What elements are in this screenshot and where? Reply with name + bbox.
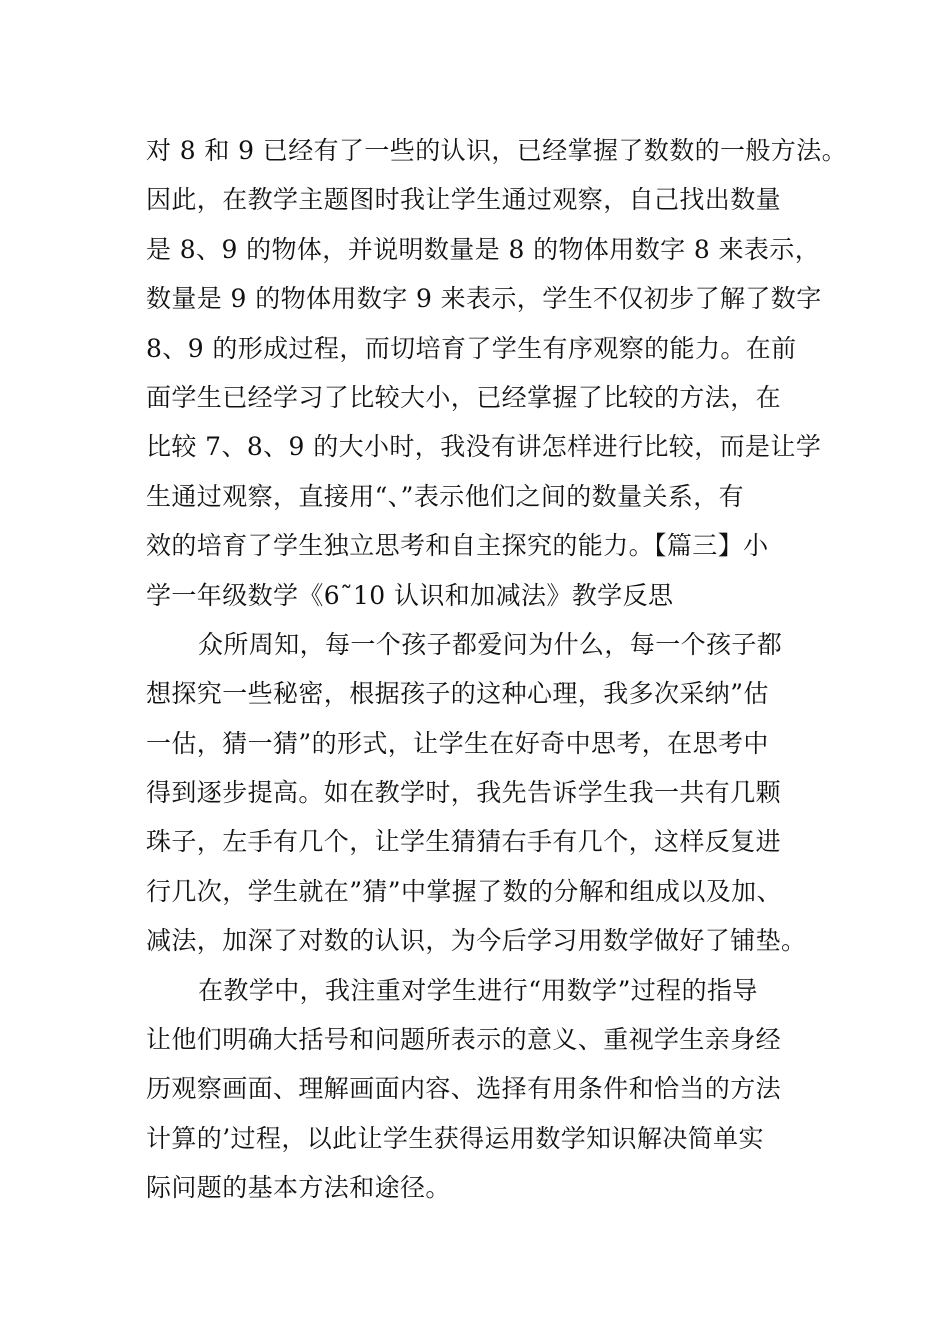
text-line: 8、9 的形成过程，而切培育了学生有序观察的能力。在前 (146, 333, 797, 363)
body-text (146, 126, 848, 1213)
text-line: 学一年级数学《6˜10 认识和加减法》教学反思 (146, 580, 674, 610)
text-line: 让他们明确大括号和问题所表示的意义、重视学生亲身经 (146, 1025, 782, 1055)
text-line: 数量是 9 的物体用数字 9 来表示，学生不仅初步了解了数字 (146, 284, 822, 314)
text-line: 际问题的基本方法和途径。 (146, 1173, 451, 1203)
paragraph-first-line: 众所周知，每一个孩子都爱问为什么，每一个孩子都 (198, 629, 783, 659)
text-line: 减法，加深了对数的认识，为今后学习用数学做好了铺垫。 (146, 926, 807, 956)
text-line: 对 8 和 9 已经有了一些的认识，已经掌握了数数的一般方法。 (146, 136, 848, 165)
text-line: 因此，在教学主题图时我让学生通过观察，自己找出数量 (146, 185, 782, 215)
text-line: 是 8、9 的物体，并说明数量是 8 的物体用数字 8 来表示， (146, 234, 821, 264)
text-line: 得到逐步提高。如在教学时，我先告诉学生我一共有几颗 (146, 778, 782, 808)
text-line: 行几次，学生就在”猜”中掌握了数的分解和组成以及加、 (146, 876, 782, 906)
text-line: 面学生已经学习了比较大小，已经掌握了比较的方法，在 (146, 382, 782, 412)
text-line: 一估，猜一猜”的形式，让学生在好奇中思考，在思考中 (146, 728, 769, 758)
text-line: 历观察画面、理解画面内容、选择有用条件和恰当的方法 (146, 1074, 782, 1104)
text-line: 想探究一些秘密，根据孩子的这种心理，我多次采纳”估 (146, 679, 769, 709)
text-line: 比较 7、8、9 的大小时，我没有讲怎样进行比较，而是让学 (146, 432, 822, 462)
text-line: 珠子，左手有几个，让学生猜猜右手有几个，这样反复进 (146, 827, 782, 857)
text-line: 生通过观察，直接用“、”表示他们之间的数量关系，有 (146, 481, 745, 511)
paragraph-first-line: 在教学中，我注重对学生进行“用数学”过程的指导 (198, 975, 758, 1005)
text-line: 计算的’过程，以此让学生获得运用数学知识解决简单实 (146, 1123, 764, 1153)
text-line: 效的培育了学生独立思考和自主探究的能力。【篇三】小 (146, 531, 769, 561)
